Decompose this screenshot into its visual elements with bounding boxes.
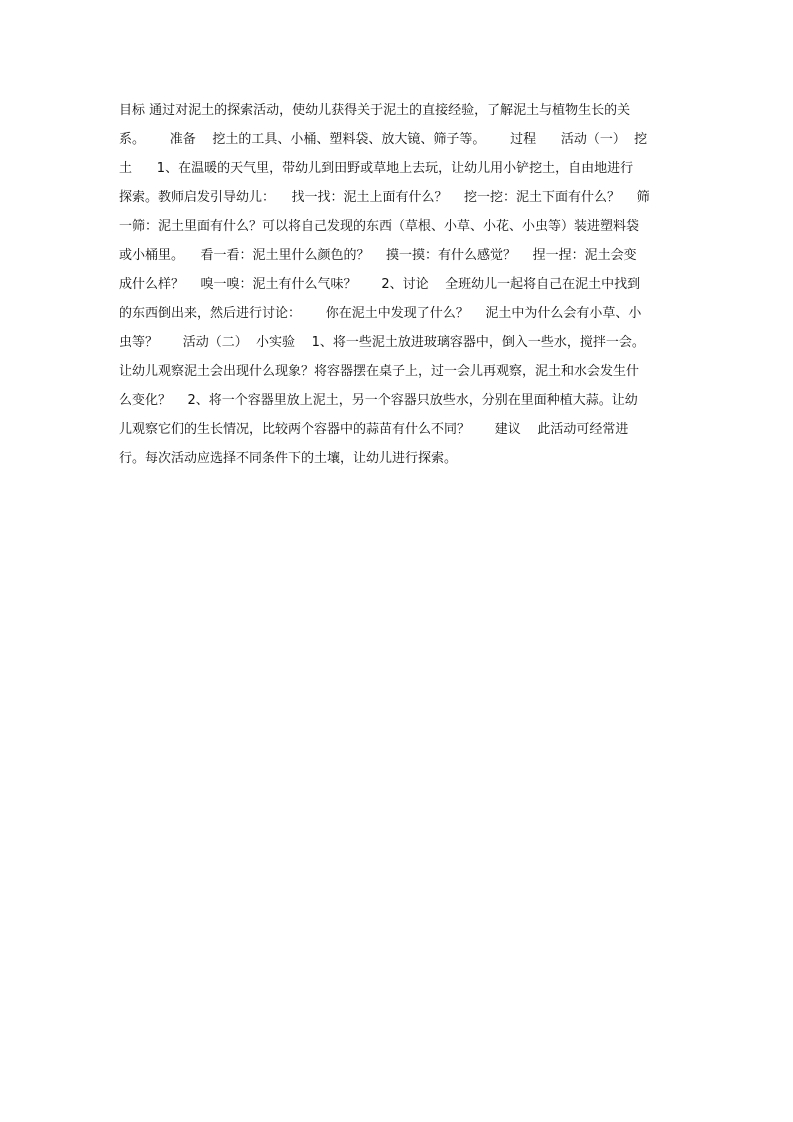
text-line: 系。 准备 挖土的工具、小桶、塑料袋、放大镜、筛子等。 过程 活动（一） 挖 (119, 132, 648, 147)
text-line: 探索。教师启发引导幼儿： 找一找：泥土上面有什么？ 挖一挖：泥土下面有什么？ 筛 (119, 190, 650, 205)
document-body (119, 96, 679, 473)
text-line: 虫等？ 活动（二） 小实验 1、将一些泥土放进玻璃容器中，倒入一些水，搅拌一会。 (119, 335, 645, 350)
text-line: 一筛：泥土里面有什么？可以将自己发现的东西（草根、小草、小花、小虫等）装进塑料袋 (119, 219, 640, 234)
text-line: 么变化？ 2、将一个容器里放上泥土，另一个容器只放些水，分别在里面种植大蒜。让幼 (119, 393, 638, 408)
text-line: 土 1、在温暖的天气里，带幼儿到田野或草地上去玩，让幼儿用小铲挖土，自由地进行 (119, 161, 634, 176)
text-line: 目标 通过对泥土的探索活动，使幼儿获得关于泥土的直接经验，了解泥土与植物生长的关 (119, 103, 631, 118)
text-line: 的东西倒出来，然后进行讨论： 你在泥土中发现了什么？ 泥土中为什么会有小草、小 (119, 306, 642, 321)
text-line: 儿观察它们的生长情况，比较两个容器中的蒜苗有什么不同？ 建议 此活动可经常进 (119, 422, 629, 437)
text-line: 让幼儿观察泥土会出现什么现象？将容器摆在桌子上，过一会儿再观察，泥土和水会发生什 (119, 364, 640, 379)
text-line: 行。每次活动应选择不同条件下的土壤，让幼儿进行探索。 (119, 451, 458, 466)
text-line: 成什么样？ 嗅一嗅：泥土有什么气味？ 2、讨论 全班幼儿一起将自己在泥土中找到 (119, 277, 641, 292)
text-line: 或小桶里。 看一看：泥土里什么颜色的？ 摸一摸：有什么感觉？ 捏一捏：泥土会变 (119, 248, 637, 263)
